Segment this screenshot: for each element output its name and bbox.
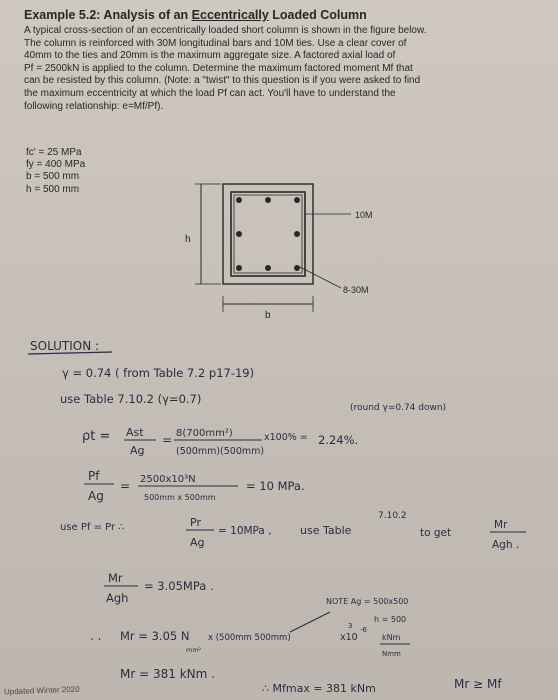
mr-calc-mid: x (500mm 500mm)	[208, 633, 291, 643]
pf-num: Pf	[88, 469, 100, 483]
pr-den: Ag	[190, 536, 205, 549]
label-h: h	[185, 234, 191, 245]
equals-sign: =	[120, 479, 131, 493]
note-line1: NOTE Ag = 500x500	[326, 597, 409, 606]
pf-result: = 10 MPa.	[246, 479, 305, 493]
statement-line: Pf = 2500kN is applied to the column. Determine the maximum factored moment Mf that	[24, 62, 413, 74]
title-prefix: Example 5.2: Analysis of an	[24, 8, 192, 22]
inequality: Mr ≥ Mf	[454, 677, 502, 691]
mr-calc-unit2: kNm	[382, 633, 401, 642]
round-note: (round γ=0.74 down)	[350, 403, 447, 413]
use-table-line: use Table 7.10.2 (γ=0.7)	[60, 392, 202, 406]
label-b: b	[265, 310, 271, 321]
mr-val: = 3.05MPa .	[144, 579, 214, 593]
property-fy: fy = 400 MPa	[26, 159, 86, 171]
statement-line: The column is reinforced with 30M longitudinal bars and 10M ties. Use a clear cover of	[24, 37, 407, 49]
title-underlined: Eccentrically	[191, 8, 269, 22]
statement-line: following relationship: e=Mf/Pf).	[24, 100, 164, 112]
note-arrow-line	[290, 612, 330, 632]
statement-line: 40mm to the ties and 20mm is the maximum aggregate size. A factored axial load of	[24, 50, 396, 62]
pr-num: Pr	[190, 516, 201, 529]
mr-num: Mr	[108, 571, 123, 585]
rho-mid-num: 8(700mm²)	[176, 428, 233, 439]
mr-calc: Mr = 3.05 N	[120, 629, 190, 643]
rho-frac-den: Ag	[130, 444, 145, 457]
rho-times: x100% =	[264, 432, 308, 443]
rho-result: 2.24%.	[318, 433, 359, 447]
note-exponent: 3	[348, 622, 353, 630]
mr-calc-exp2: -6	[360, 626, 367, 634]
mr-calc-unit: mm²	[186, 646, 202, 654]
solution-heading: SOLUTION :	[30, 339, 100, 353]
footer-note: Updated Winter 2020	[3, 684, 80, 697]
mr-calc-unit3: Nmm	[382, 650, 401, 658]
mr-den: Agh	[106, 591, 129, 605]
therefore-line: ∴ Mfmax = 381 kNm	[262, 682, 376, 695]
pf-mid-num: 2500x10³N	[140, 474, 196, 485]
label-bars: 8-30M	[343, 285, 369, 295]
statement-line: the maximum eccentricity at which the load Pf can act. You'll have to understand the	[24, 87, 396, 99]
mr-ag-num: Mr	[494, 519, 508, 531]
mr-calc-exp: x10	[340, 632, 358, 643]
property-h: h = 500 mm	[26, 183, 80, 195]
rho-frac-num: Ast	[126, 426, 144, 439]
equals-sign: =	[162, 433, 173, 447]
rho-lhs: ρt =	[82, 429, 111, 444]
pf-den: Ag	[88, 489, 104, 503]
statement-line: A typical cross-section of an eccentrically loaded short column is shown in the figure below.	[24, 25, 427, 36]
property-fc: fc' = 25 MPa	[26, 147, 82, 158]
property-b: b = 500 mm	[26, 171, 80, 183]
pr-result: = 10MPa ,	[218, 525, 272, 537]
dots: . .	[90, 629, 102, 643]
rho-mid-den: (500mm)(500mm)	[176, 446, 265, 457]
label-ties: 10M	[355, 210, 373, 220]
statement-line: can be resisted by this column. (Note: a "twist" to this question is if you were asked to find	[24, 75, 421, 87]
mr-final: Mr = 381 kNm .	[120, 667, 215, 681]
use-pf-line: use Pf = Pr ∴	[60, 522, 125, 533]
to-get: to get	[420, 527, 452, 539]
title-suffix: Loaded Column	[268, 8, 367, 22]
table-num: 7.10.2	[378, 511, 407, 521]
gamma-line: γ = 0.74 ( from Table 7.2 p17-19)	[62, 366, 255, 380]
pf-mid-den: 500mm x 500mm	[144, 493, 216, 502]
note-line2: h = 500	[374, 615, 407, 624]
mr-ag-den: Agh .	[492, 539, 520, 551]
use-table2: use Table	[300, 524, 352, 537]
